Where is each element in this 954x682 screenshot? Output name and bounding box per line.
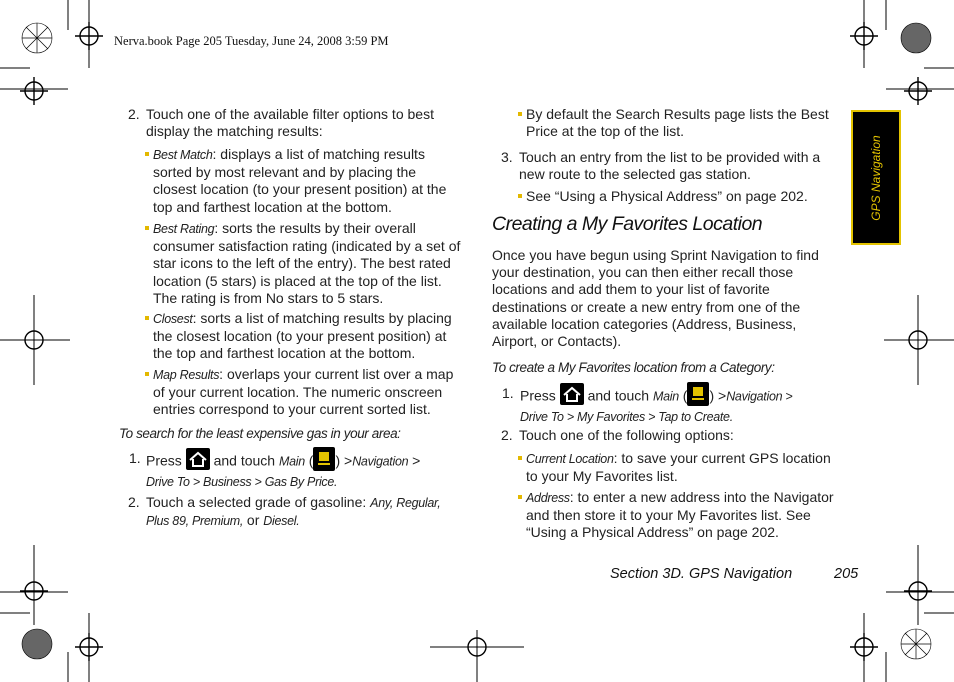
bullet-best-rating: Best Rating: sorts the results by their overall consumer satisfaction rating (indicated by a set of star icons to the left of the entry). The best rated location (5 stars) is placed at the top of the list. The rating is from No stars to 5 stars. — [145, 220, 460, 307]
gas-lead-in: To search for the least expensive gas in your area: — [119, 426, 401, 441]
see-also-bullet: See “Using a Physical Address” on page 202. — [518, 188, 808, 205]
page-number: 205 — [834, 566, 859, 582]
print-header: Nerva.book Page 205 Tuesday, June 24, 2008 3:59 PM — [114, 34, 389, 48]
fav-step-1: 1. Press and touch Main ( ) >Navigation > Drive To > My Favorites > Tap to Create. — [502, 385, 792, 426]
bullet-icon — [518, 112, 522, 116]
bullet-icon — [518, 495, 522, 499]
option-address: Address: to enter a new address into the Navigator and then store it to your My Favorites list. See “Using a Physical Address” on page 202. — [518, 489, 834, 542]
favorites-lead-in: To create a My Favorites location from a Category: — [492, 360, 775, 375]
gas-step-3: 3. Touch an entry from the list to be provided with a new route to the selected gas station. — [501, 149, 821, 183]
fav-step-2: 2. Touch one of the following options: — [501, 427, 734, 443]
side-tab-label: GPS Navigation — [869, 134, 883, 221]
bullet-best-match: Best Match: displays a list of matching results sorted by most relevant and by placing the closest location (to your present position) at the top and farthest location at the bottom. — [145, 146, 446, 216]
bullet-default-sort: By default the Search Results page lists the Best Price at the top of the list. — [518, 106, 829, 140]
bullet-icon — [518, 456, 522, 460]
option-current-location: Current Location: to save your current GPS location to your My Favorites list. — [518, 450, 831, 485]
footer-section: Section 3D. GPS Navigation — [610, 566, 793, 582]
side-tab — [851, 110, 901, 245]
main-menu-icon — [313, 447, 335, 471]
bullet-closest: Closest: sorts a list of matching results by placing the closest location (to your present position) at the top and farthest location at the bottom. — [145, 310, 452, 363]
bullet-icon — [145, 372, 149, 376]
step-text: Touch one of the available filter options to best — [146, 106, 434, 122]
gas-step-1: 1. Press and touch Main ( ) >Navigation > Drive To > Business > Gas By Price. — [129, 450, 420, 491]
main-menu-icon — [687, 382, 709, 406]
section-heading: Creating a My Favorites Location — [492, 213, 763, 235]
bullet-icon — [145, 226, 149, 230]
bullet-icon — [145, 152, 149, 156]
bullet-icon — [145, 316, 149, 320]
home-icon — [560, 383, 584, 405]
home-icon — [186, 448, 210, 470]
gas-step-2: 2. Touch a selected grade of gasoline: Any, Regular, Plus 89, Premium, or Diesel. — [128, 494, 441, 529]
step-number: 2. — [128, 106, 140, 122]
filter-step — [128, 106, 434, 140]
intro-paragraph: Once you have begun using Sprint Navigation to find your destination, you can then either recall those locations and add them to your list of favorite destinations or create a new entry from one of the available location categories (Address, Business, Airport, or Contacts). — [492, 247, 819, 350]
bullet-icon — [518, 194, 522, 198]
bullet-map-results: Map Results: overlaps your current list over a map of your current location. The numeric onscreen entries correspond to your current sorted list. — [145, 366, 453, 419]
step-text: display the matching results: — [146, 123, 323, 140]
